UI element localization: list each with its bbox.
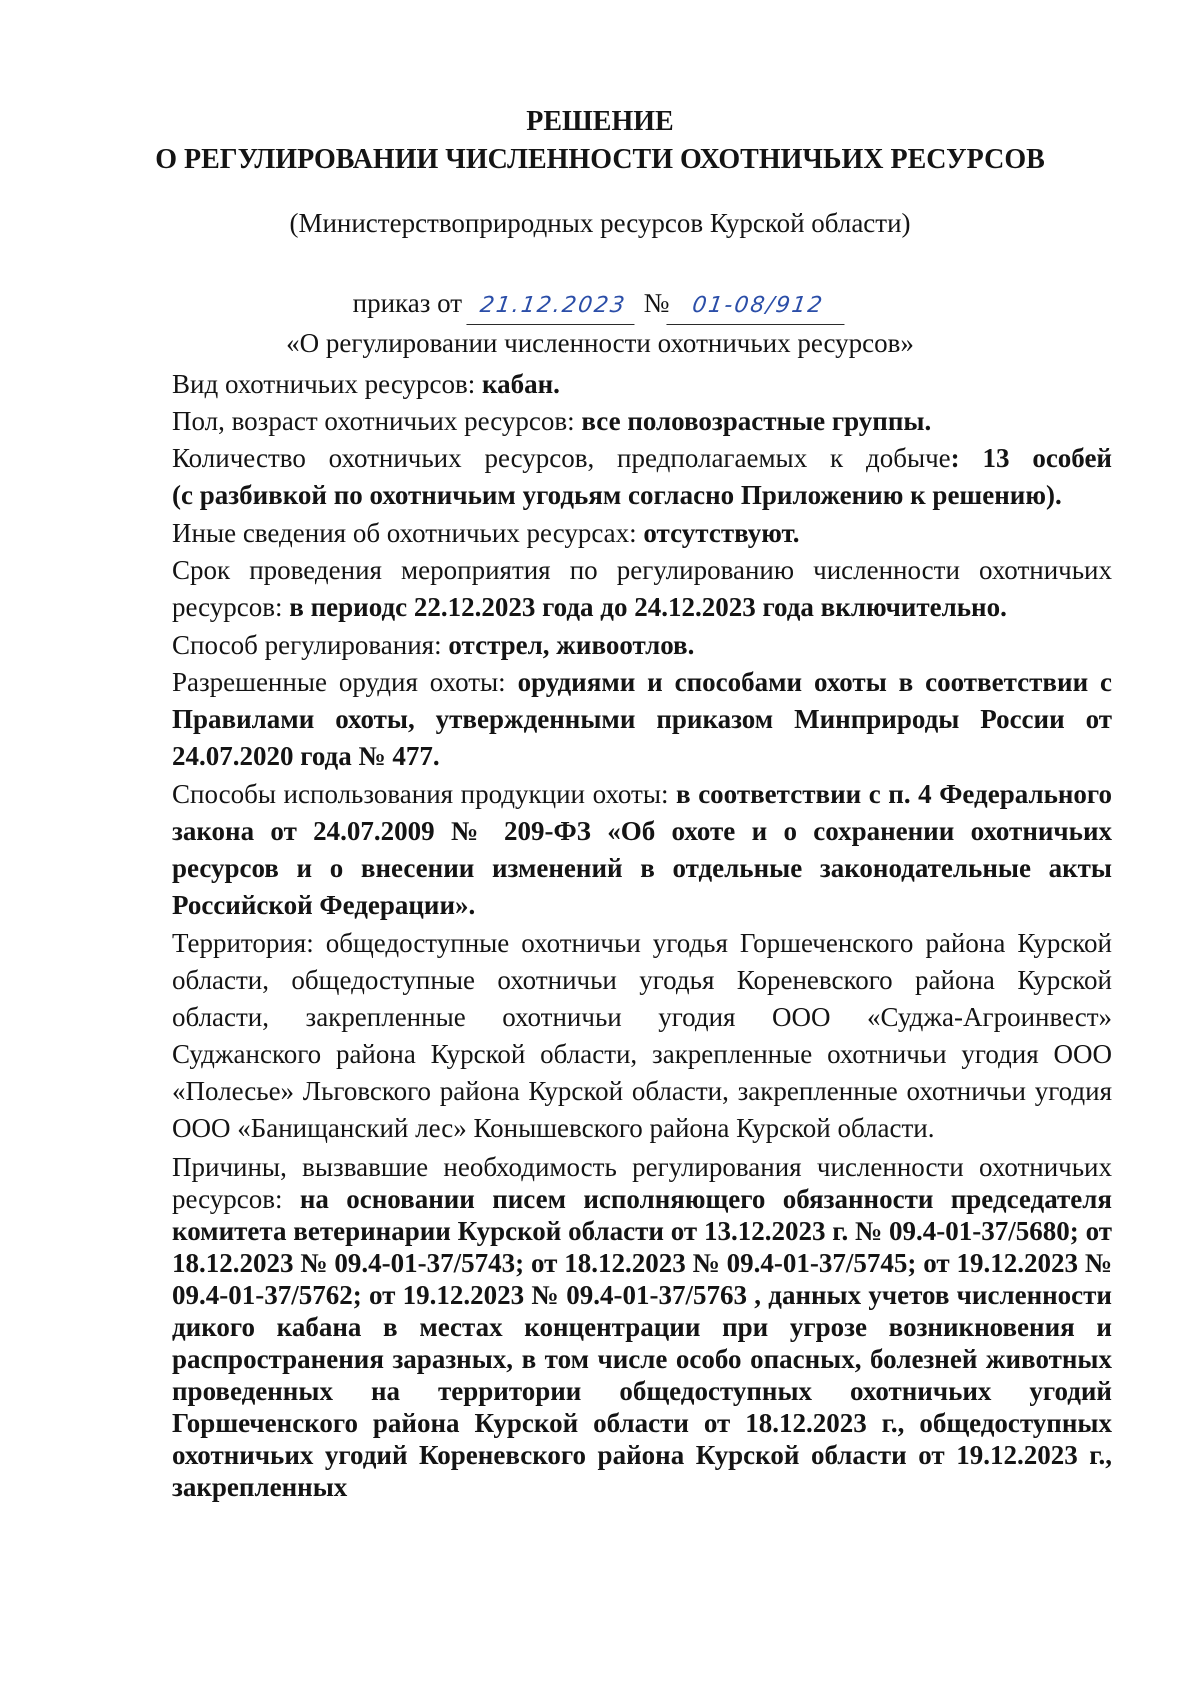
field-label: Вид охотничьих ресурсов: bbox=[172, 369, 476, 399]
field-value: в соответствии с п. 4 Федерального закона от 24.07.2009 № 209-ФЗ «Об охоте и о сохранении охотничьих ресурсов и о внесении изменений в отдельные законодательные акты Российской Федерации». bbox=[172, 779, 1113, 920]
field-value: орудиями и способами охоты в соответствии с Правилами охоты, утвержденными приказом Минприроды России от 24.07.2020 года № 477. bbox=[172, 667, 1112, 771]
field-quantity bbox=[172, 440, 1112, 514]
field-value: все половозрастные группы. bbox=[581, 406, 932, 436]
field-label: Причины, вызвавшие необходимость регулирования численности охотничьих ресурсов: bbox=[172, 1152, 1112, 1214]
field-label: Способы использования продукции охоты: bbox=[172, 779, 669, 809]
field-sex-age bbox=[172, 403, 1112, 440]
field-reasons bbox=[172, 1151, 1112, 1503]
field-label: Территория: bbox=[172, 928, 314, 958]
field-label: Способ регулирования: bbox=[172, 630, 442, 660]
field-value: отстрел, живоотлов. bbox=[448, 630, 695, 660]
document-title: РЕШЕНИЕ bbox=[526, 106, 674, 137]
field-tools bbox=[172, 664, 1112, 775]
field-value-continuation: (с разбивкой по охотничьим угодьям согласно Приложению к решению). bbox=[172, 480, 1062, 510]
order-line bbox=[0, 285, 1200, 325]
field-usage bbox=[172, 776, 1112, 924]
document-subtitle: О РЕГУЛИРОВАНИИ ЧИСЛЕННОСТИ ОХОТНИЧЬИХ РЕСУРСОВ bbox=[155, 144, 1045, 175]
field-other-info bbox=[172, 515, 1112, 552]
ministry-line: (Министерствоприродных ресурсов Курской области) bbox=[289, 208, 911, 238]
field-method bbox=[172, 627, 1112, 664]
field-value: общедоступные охотничьи угодья Горшеченского района Курской области, общедоступные охотничьи угодья Кореневского района Курской области, закрепленные охотничьи угодия ООО «Суджа-Агроинвест» Суджанского района Курской области, закрепленные охотничьи угодия ООО «Полесье» Льговского района Курской области, закрепленные охотничьи угодия ООО «Банищанский лес» Конышевского района Курской области. bbox=[172, 928, 1112, 1143]
field-value: кабан. bbox=[481, 369, 560, 399]
field-label: Разрешенные орудия охоты: bbox=[172, 667, 506, 697]
field-label: Пол, возраст охотничьих ресурсов: bbox=[172, 406, 575, 436]
field-value: на основании писем исполняющего обязанности председателя комитета ветеринарии Курской области от 13.12.2023 г. № 09.4-01-37/5680; от 18.12.2023 № 09.4-01-37/5743; от 18.12.2023 № 09.4-01-37/5745; от 19.12.2023 № 09.4-01-37/5762; от 19.12.2023 № 09.4-01-37/5763 , данных учетов численности дикого кабана в местах концентрации при угрозе возникновения и распространения заразных, в том числе особо опасных, болезней животных проведенных на территории общедоступных охотничьих угодий Горшеченского района Курской области от 18.12.2023 г., общедоступных охотничьих угодий Кореневского района Курской области от 19.12.2023 г., закрепленных bbox=[172, 1184, 1112, 1502]
order-number-sign: № bbox=[643, 288, 670, 318]
field-label: Количество охотничьих ресурсов, предполагаемых к добыче bbox=[172, 443, 951, 473]
field-period bbox=[172, 552, 1112, 626]
field-label: Иные сведения об охотничьих ресурсах: bbox=[172, 518, 637, 548]
field-value: отсутствуют. bbox=[643, 518, 800, 548]
order-subject: «О регулировании численности охотничьих ресурсов» bbox=[286, 328, 914, 358]
field-value: в периодс 22.12.2023 года до 24.12.2023 года включительно. bbox=[289, 592, 1007, 622]
handwritten-order-number: 01-08/912 bbox=[667, 288, 850, 325]
field-species bbox=[172, 366, 1112, 403]
field-territory bbox=[172, 925, 1112, 1147]
field-value: : 13 особей bbox=[950, 443, 1112, 473]
field-label: Срок проведения мероприятия по регулированию численности охотничьих ресурсов: bbox=[172, 555, 1112, 622]
handwritten-order-date: 21.12.2023 bbox=[466, 288, 639, 325]
order-prefix: приказ от bbox=[352, 288, 463, 318]
